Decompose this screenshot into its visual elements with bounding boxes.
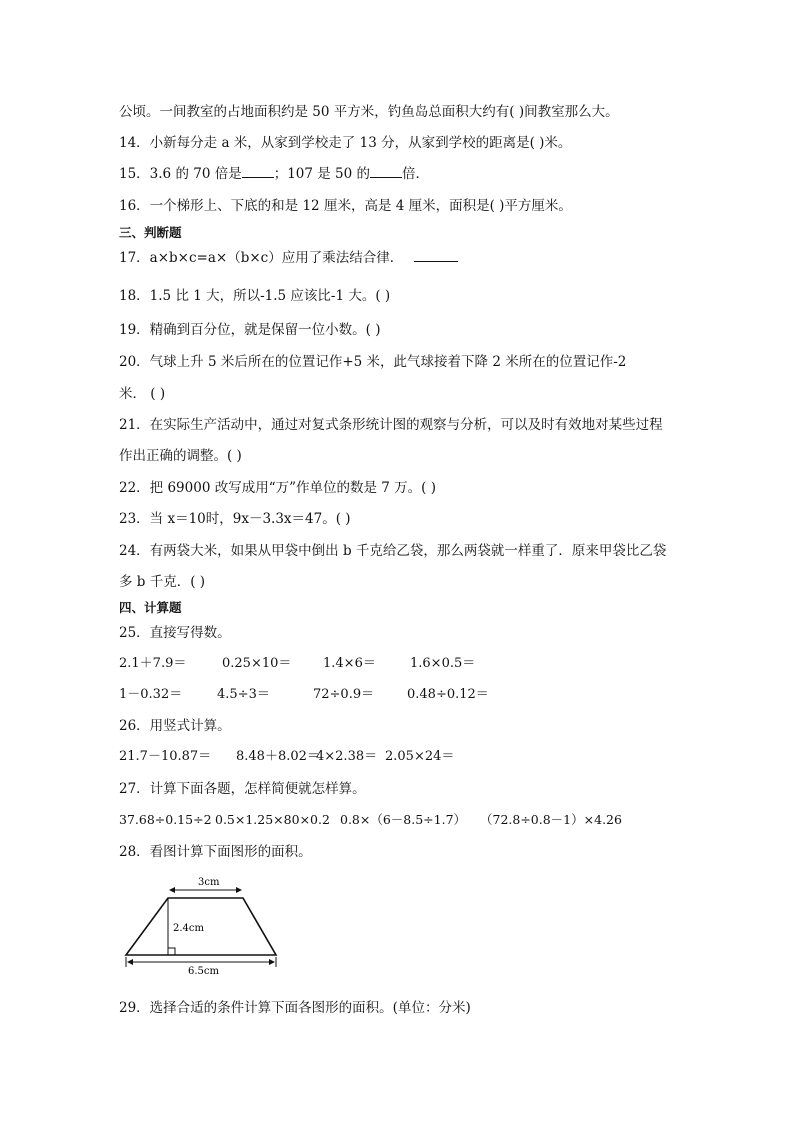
q15-part2: ；107 是 50 的	[273, 166, 371, 182]
q23: 23．当 x＝10时，9x－3.3x＝47。( )	[119, 511, 351, 527]
answer-blank[interactable]	[370, 165, 402, 178]
section-calculation-heading: 四、计算题	[119, 600, 182, 615]
q22: 22．把 69000 改写成用“万”作单位的数是 7 万。( )	[119, 480, 437, 496]
calc-item: 8.48＋8.02＝	[236, 749, 320, 764]
calc-item: 0.5×1.25×80×0.2	[215, 812, 330, 827]
q15-part1: 15．3.6 的 70 倍是	[119, 166, 242, 182]
q27: 27．计算下面各题，怎样简便就怎样算。	[119, 781, 366, 797]
calc-item: 37.68÷0.15÷2	[119, 812, 212, 827]
q13-continuation: 公顷。一间教室的占地面积约是 50 平方米，钓鱼岛总面积大约有( )间教室那么大。	[119, 104, 619, 120]
trapezoid-figure	[118, 868, 288, 980]
section-judgement-heading: 三、判断题	[119, 225, 182, 240]
q26: 26．用竖式计算。	[119, 718, 231, 734]
calc-item: 1.4×6＝	[323, 656, 376, 671]
q18: 18．1.5 比 1 大，所以-1.5 应该比-1 大。( )	[119, 288, 391, 304]
calc-item: 0.48÷0.12＝	[407, 687, 489, 702]
q21-line2: 作出正确的调整。( )	[119, 448, 242, 464]
q15-part3: 倍．	[402, 166, 430, 182]
q21-line1: 21．在实际生产活动中，通过对复式条形统计图的观察与分析，可以及时有效地对某些过程	[119, 417, 663, 433]
calc-item: 1－0.32＝	[119, 687, 183, 702]
calc-item: 1.6×0.5＝	[410, 656, 476, 671]
q20-line1: 20．气球上升 5 米后所在的位置记作+5 米，此气球接着下降 2 米所在的位置记作-2	[119, 354, 627, 370]
q16: 16．一个梯形上、下底的和是 12 厘米，高是 4 厘米，面积是( )平方厘米。	[119, 198, 572, 214]
calc-item: 21.7－10.87＝	[119, 749, 212, 764]
calc-item: 4.5÷3＝	[217, 687, 270, 702]
top-base-label: 3cm	[198, 877, 220, 888]
q24-line2: 多 b 千克．( )	[119, 574, 206, 590]
q17	[119, 249, 458, 267]
height-label: 2.4cm	[173, 923, 204, 934]
q19: 19．精确到百分位，就是保留一位小数。( )	[119, 322, 381, 338]
q25: 25．直接写得数。	[119, 625, 231, 641]
right-angle-mark	[168, 948, 175, 955]
calc-item: 2.05×24＝	[385, 749, 455, 764]
q29: 29．选择合适的条件计算下面各图形的面积。(单位：分米)	[119, 1000, 471, 1016]
answer-blank[interactable]	[414, 249, 458, 262]
calc-item: 0.8×（6－8.5÷1.7）	[340, 812, 467, 827]
calc-item: 0.25×10＝	[222, 656, 292, 671]
q14: 14．小新每分走 a 米，从家到学校走了 13 分，从家到学校的距离是( )米。	[119, 135, 572, 151]
calc-item: 72÷0.9＝	[313, 687, 375, 702]
q17-text: 17．a×b×c=a×（b×c）应用了乘法结合律．	[119, 250, 404, 266]
q20-line2: 米． ( )	[119, 386, 166, 402]
q24-line1: 24．有两袋大米，如果从甲袋中倒出 b 千克给乙袋，那么两袋就一样重了．原来甲袋比乙袋	[119, 543, 667, 559]
q15	[119, 165, 429, 183]
answer-blank[interactable]	[242, 165, 274, 178]
bottom-base-label: 6.5cm	[188, 966, 219, 977]
calc-item: （72.8÷0.8－1）×4.26	[480, 812, 622, 827]
q28: 28．看图计算下面图形的面积。	[119, 844, 312, 860]
calc-item: 4×2.38＝	[316, 749, 378, 764]
calc-item: 2.1＋7.9＝	[119, 656, 187, 671]
